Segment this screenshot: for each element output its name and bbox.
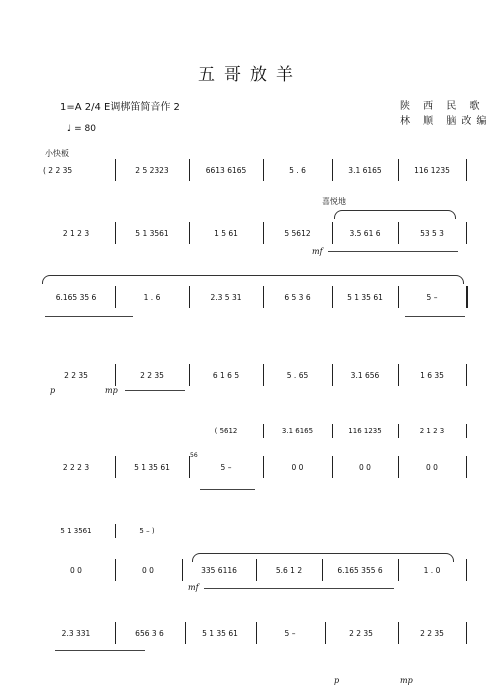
barline [263,456,264,478]
measure: 5 1 35 61 [347,292,383,302]
measure: 2 2 2 3 [62,462,90,472]
barline [332,364,333,386]
measure: 6.165 355 6 [337,565,383,575]
barline [189,222,190,244]
measure: 5 – ) [139,527,155,535]
measure: 5 . 65 [286,370,309,380]
speed-marking: 小快板 [45,149,69,158]
measure: ( 5612 [214,427,238,435]
measure: ( 2 2 35 [43,165,73,175]
staff-row-5-upper [0,420,500,442]
measure: 1 6 35 [420,370,444,380]
measure: 5 – [284,628,296,638]
measure: 0 0 [359,462,371,472]
barline [466,559,467,581]
measure: 0 0 [426,462,438,472]
measure: 3.1 6165 [348,165,382,175]
barline [182,559,183,581]
barline [332,286,333,308]
barline [466,424,467,438]
barline [115,286,116,308]
hairpin-line [125,390,185,391]
measure: 3.1 656 [350,370,380,380]
barline [115,159,116,181]
barline [189,286,190,308]
staff-row-1 [0,155,500,185]
barline [398,159,399,181]
barline [466,222,467,244]
barline [189,364,190,386]
fingering-mark: 56 [190,452,198,459]
measure: 2 2 35 [349,628,373,638]
measure: 2 1 2 3 [62,228,90,238]
measure: 53 5 3 [420,228,444,238]
measure: 5 1 35 61 [134,462,170,472]
barline [332,222,333,244]
measure: 2 2 35 [420,628,444,638]
hairpin-line [405,316,465,317]
measure: 5 5612 [284,228,311,238]
barline [398,286,399,308]
composer-credit: 陕 西 民 歌 [400,101,485,112]
measure: 6 5 3 6 [284,292,311,302]
measure: 5 – [220,462,232,472]
measure: 2 2 35 [140,370,164,380]
key-signature: 1=A 2/4 E调梆笛简音作 2 [60,102,180,113]
arranger-credit: 林 顺 脑改编 [400,116,492,127]
measure: 6613 6165 [205,165,247,175]
barline [325,622,326,644]
barline [115,524,116,538]
measure: 116 1235 [348,427,382,435]
barline [115,559,116,581]
measure: 6 1 6 5 [212,370,240,380]
barline [332,456,333,478]
hairpin-line [45,316,133,317]
barline [263,222,264,244]
measure: 0 0 [291,462,304,472]
measure: 5 – [426,292,438,302]
hairpin-line [55,650,145,651]
barline [398,559,399,581]
measure: 5 1 3561 [60,527,92,535]
barline [398,424,399,438]
barline [466,364,467,386]
barline [256,559,257,581]
measure: 5.6 1 2 [275,565,303,575]
measure: 2 2 35 [64,370,88,380]
barline [398,456,399,478]
barline [466,622,467,644]
measure: 0 0 [142,565,154,575]
measure: 6.165 35 6 [55,292,97,302]
barline [115,622,116,644]
dynamic-marking: p [50,386,56,395]
measure: 1 . 6 [143,292,161,302]
staff-row-4 [0,360,500,390]
staff-row-7 [0,618,500,648]
barline [115,456,116,478]
barline [263,286,264,308]
dynamic-marking: mf [188,583,199,592]
staff-row-6-upper [0,520,500,542]
page-title: 五哥放羊 [198,65,302,85]
barline [398,222,399,244]
measure: 5 1 3561 [135,228,169,238]
measure: 116 1235 [414,165,450,175]
barline [263,159,264,181]
measure: 0 0 [70,565,82,575]
dynamic-marking: p [334,676,340,685]
barline [332,159,333,181]
barline [398,622,399,644]
dynamic-marking: mp [400,676,413,685]
barline [466,159,467,181]
hairpin-line [328,251,458,252]
barline [263,364,264,386]
measure: 5 1 35 61 [202,628,238,638]
barline [185,622,186,644]
expression-marking: 喜悦地 [322,197,346,206]
measure: 1 5 61 [214,228,238,238]
measure: 3.1 6165 [281,427,314,435]
barline [466,456,467,478]
measure: 335 6116 [201,565,237,575]
staff-row-5 [0,452,500,482]
measure: 2 5 2323 [135,165,169,175]
staff-row-6 [0,555,500,585]
measure: 656 3 6 [135,628,164,638]
barline [256,622,257,644]
barline [398,364,399,386]
measure: 2.3 5 31 [210,292,242,302]
dynamic-marking: mp [105,386,118,395]
measure: 1 . 0 [423,565,441,575]
barline [322,559,323,581]
barline [115,364,116,386]
measure: 2.3 331 [61,628,91,638]
hairpin-line [204,588,394,589]
tempo-marking: ♩ = 80 [67,124,96,134]
barline [189,159,190,181]
barline [189,456,190,478]
dynamic-marking: mf [312,247,323,256]
hairpin-line [200,489,255,490]
staff-row-3 [0,282,500,312]
barline [466,286,468,308]
barline [332,424,333,438]
measure: 5 . 6 [289,165,306,175]
barline [115,222,116,244]
measure: 2 1 2 3 [419,427,445,435]
barline [263,424,264,438]
measure: 3.5 61 6 [349,228,381,238]
staff-row-2 [0,218,500,248]
